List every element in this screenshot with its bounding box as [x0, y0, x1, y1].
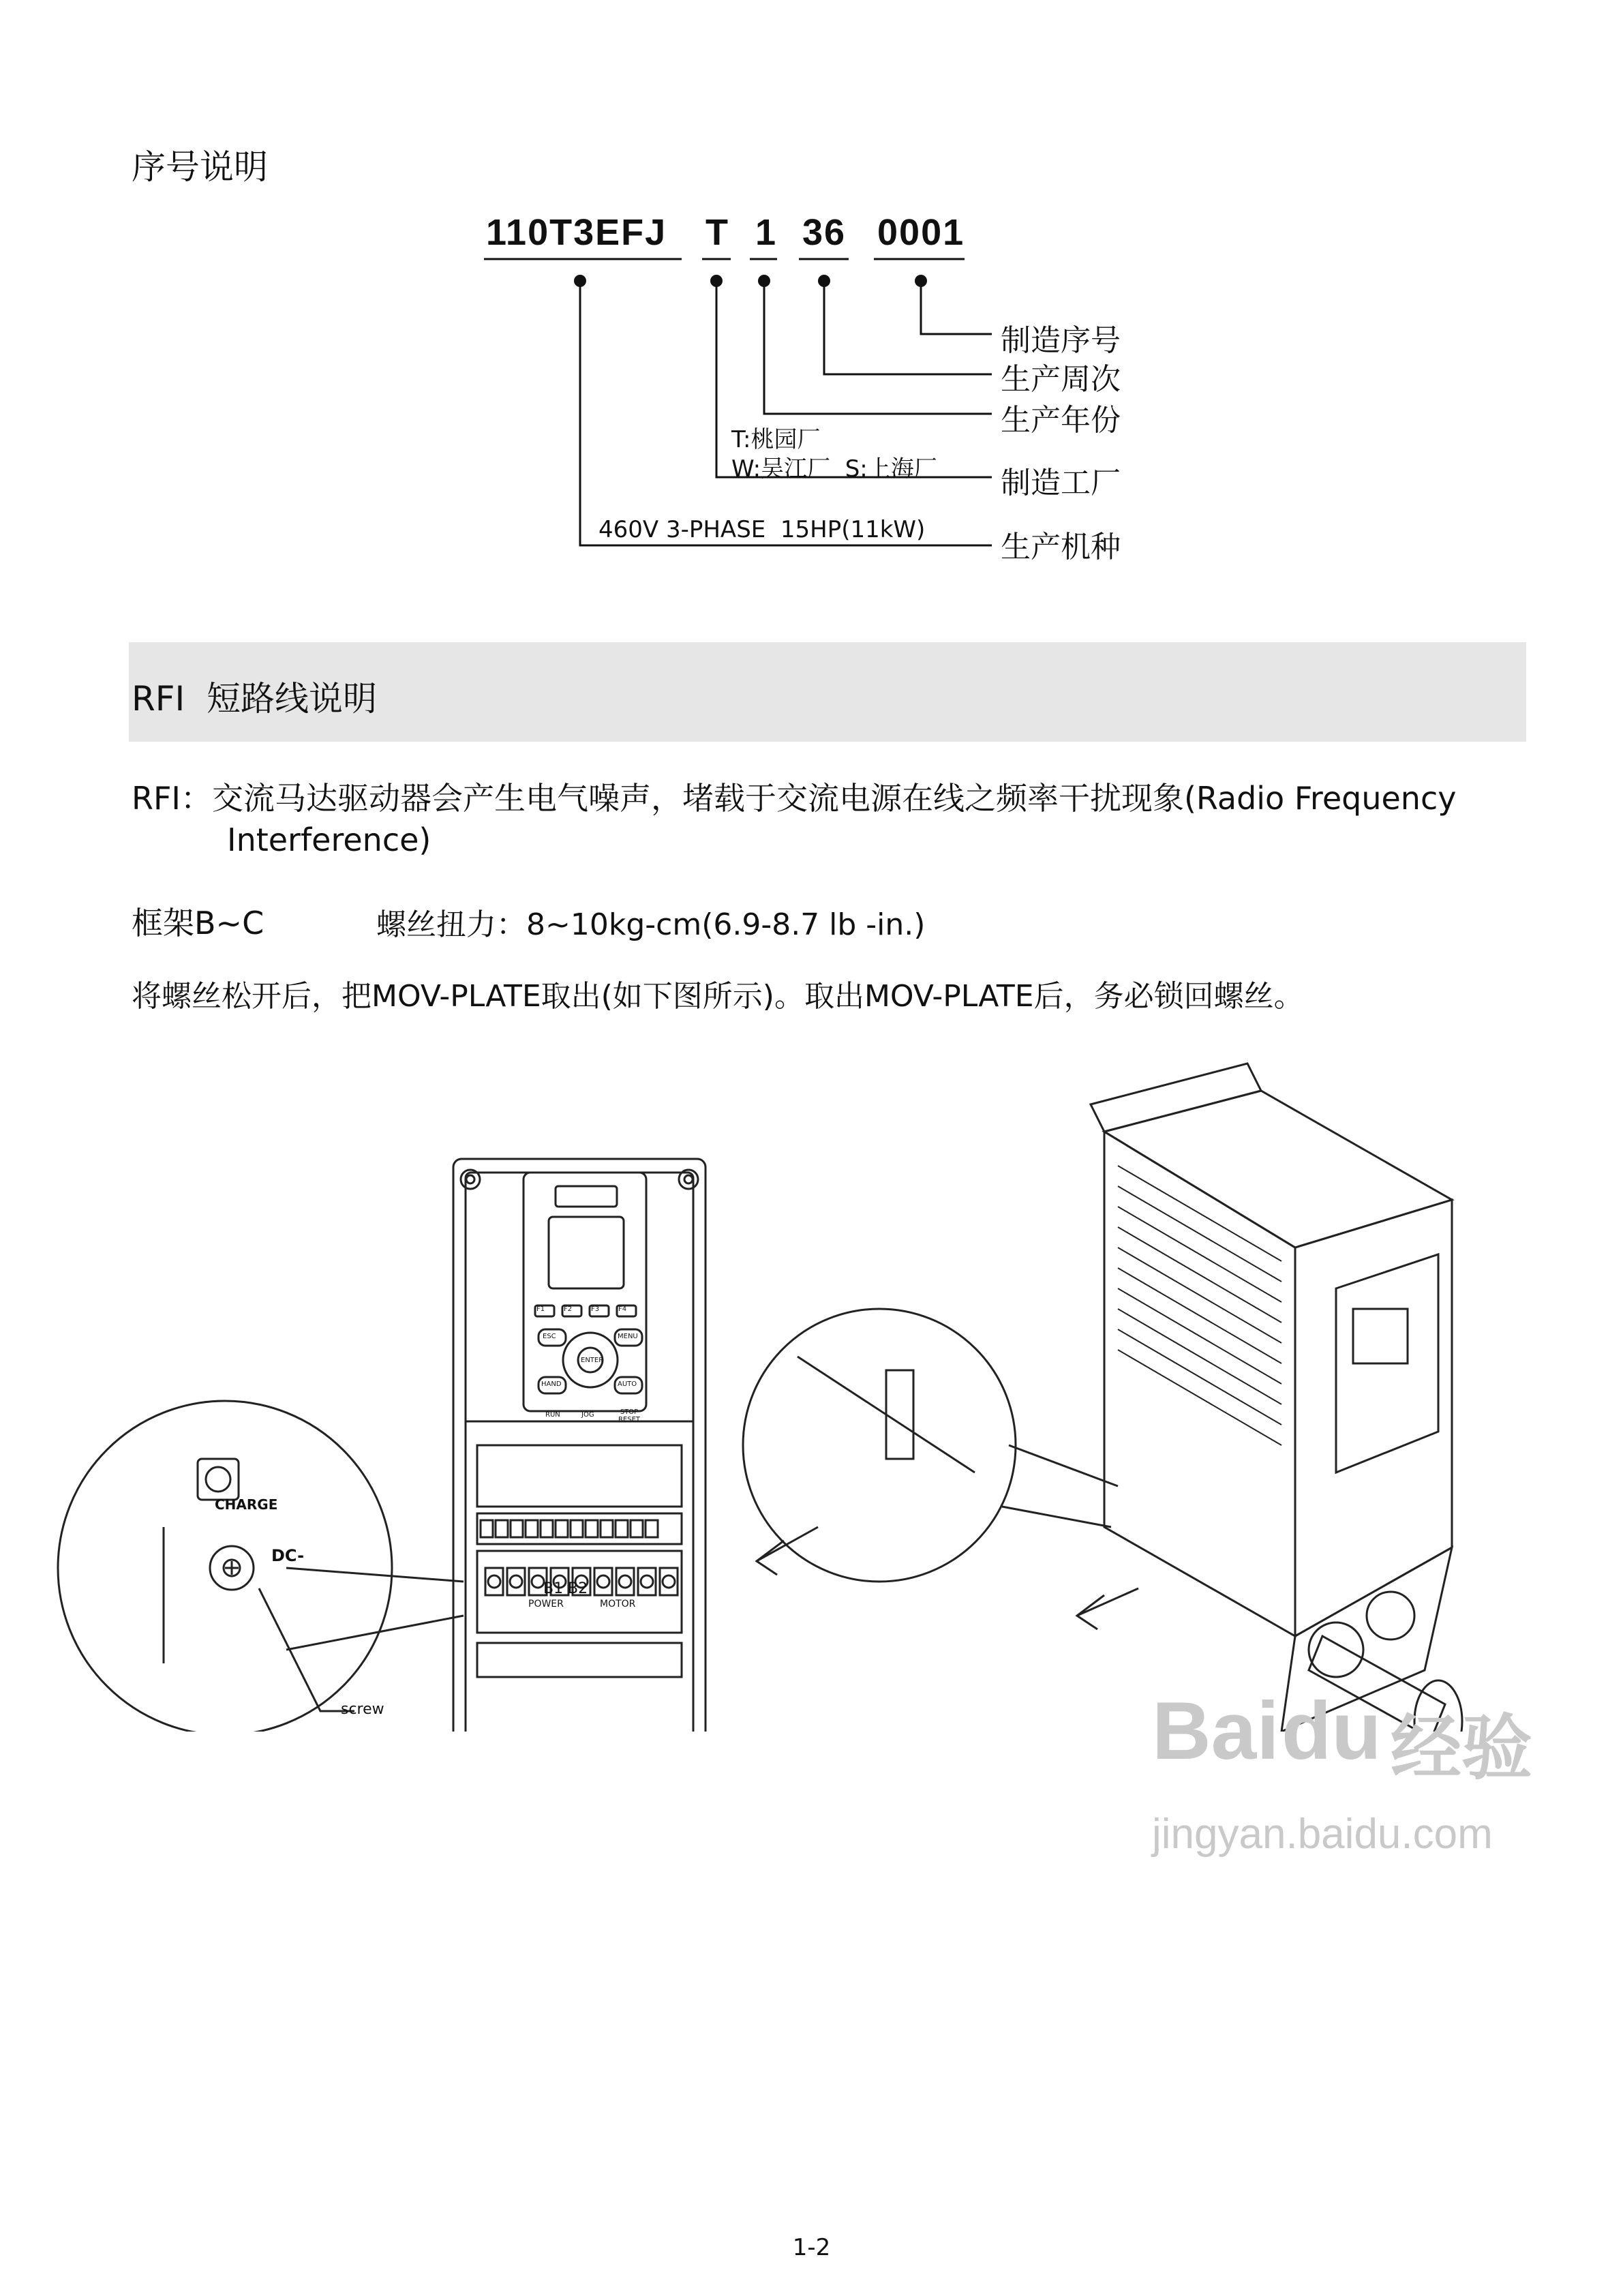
screw-leader-line: [259, 1588, 354, 1711]
rfi-description-line1: RFI：交流马达驱动器会产生电气噪声，堵载于交流电源在线之频率干扰现象(Radio Frequency: [132, 780, 1457, 817]
rfi-description-line2: Interference): [227, 821, 431, 858]
btn-run: RUN: [545, 1411, 560, 1419]
drive-isometric: [743, 1063, 1462, 1732]
label-dc-minus: DC-: [271, 1546, 305, 1565]
section-heading-serial: 序号说明: [132, 147, 268, 187]
btn-f2: F2: [564, 1305, 573, 1313]
btn-f1: F1: [536, 1305, 545, 1313]
btn-esc: ESC: [543, 1333, 556, 1340]
keypad-display: [549, 1217, 624, 1288]
code-serial: 0001: [877, 212, 965, 253]
btn-enter: ENTER: [581, 1357, 604, 1364]
frame-label: 框架B~C: [132, 905, 264, 941]
btn-jog: JOG: [581, 1411, 594, 1419]
label-screw: screw: [341, 1701, 384, 1718]
btn-menu: MENU: [618, 1333, 638, 1340]
arrow-icon-2: [1077, 1595, 1104, 1629]
btn-f4: F4: [618, 1305, 627, 1313]
label-b1: B1: [543, 1580, 564, 1597]
watermark-url: jingyan.baidu.com: [1152, 1811, 1493, 1858]
btn-stop-reset: STOP RESET: [618, 1408, 641, 1423]
drive-illustration: [0, 1050, 1623, 1732]
watermark-brand-2: du: [1281, 1685, 1382, 1777]
label-factory: 制造工厂: [1001, 466, 1121, 500]
code-week: 36: [802, 212, 847, 253]
code-factory: T: [706, 212, 729, 253]
watermark-service: 经验: [1391, 1706, 1533, 1789]
btn-hand: HAND: [541, 1380, 562, 1388]
label-serial-number: 制造序号: [1001, 323, 1121, 358]
factory-line-2: W:吴江厂 S:上海厂: [731, 455, 937, 483]
label-production-week: 生产周次: [1001, 362, 1121, 397]
label-charge: CHARGE: [215, 1496, 278, 1513]
btn-auto: AUTO: [618, 1380, 637, 1388]
section-heading-rfi: RFI 短路线说明: [132, 679, 378, 719]
model-description: 460V 3-PHASE 15HP(11kW): [598, 516, 926, 543]
label-motor: MOTOR: [600, 1599, 636, 1610]
keypad: [524, 1173, 646, 1411]
label-model: 生产机种: [1001, 530, 1121, 564]
label-power: POWER: [528, 1599, 564, 1610]
btn-f3: F3: [591, 1305, 600, 1313]
watermark-brand: Bai: [1152, 1685, 1279, 1777]
page-number: 1-2: [792, 2234, 831, 2261]
magnifier-circle: [58, 1401, 392, 1732]
label-production-year: 生产年份: [1001, 403, 1121, 438]
instruction-text: 将螺丝松开后，把MOV-PLATE取出(如下图所示)。取出MOV-PLATE后，务必锁回螺丝。: [132, 979, 1304, 1014]
code-model: 110T3EFJ: [486, 212, 667, 253]
factory-line-1: T:桃园厂: [731, 426, 821, 453]
label-b2: B2: [568, 1580, 588, 1597]
torque-spec: 螺丝扭力：8~10kg-cm(6.9-8.7 lb -in.): [376, 907, 926, 942]
code-year: 1: [755, 212, 778, 253]
